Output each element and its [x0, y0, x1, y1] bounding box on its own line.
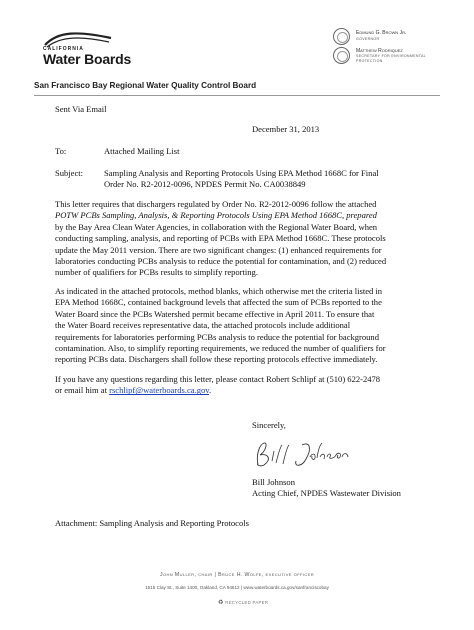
footer-address-text: 1515 Clay St., Suite 1400, Oakland, CA 94612 | www.waterboards.ca.gov/sanfranciscobay: [145, 585, 329, 590]
secretary-title: SECRETARY FOR ENVIRONMENTAL PROTECTION: [356, 54, 426, 63]
p3-suffix: .: [209, 385, 212, 396]
recycled-text: RECYCLED PAPER: [225, 600, 269, 605]
p1-line: laboratories conducting PCBs analysis to reduce the potential for contamination, and (2) reduced: [55, 256, 387, 267]
p3-line-1: If you have any questions regarding this letter, please contact Robert Schlipf at (510) 622-2478: [55, 374, 381, 384]
delivery-method: Sent Via Email: [55, 104, 107, 114]
letter-date: December 31, 2013: [252, 124, 320, 134]
recycle-icon: ♻: [218, 600, 224, 606]
governor-name: Edmund G. Brown Jr.: [356, 30, 407, 36]
p2-line: As indicated in the attached protocols, method blanks, which otherwise met the criteria listed in: [55, 286, 383, 296]
closing: Sincerely,: [252, 420, 286, 430]
signer-title: Acting Chief, NPDES Wastewater Division: [252, 488, 401, 498]
recycled-paper: [218, 599, 268, 606]
calepa-seal-icon: [333, 47, 350, 64]
p2-line: reporting PCBs data. Dischargers shall follow these reporting protocols effective immediately.: [55, 354, 378, 365]
p1-line: conducting sampling, analysis, and reporting of PCBs with EPA Method 1668C. These protocols: [55, 233, 386, 244]
subject-line-2: Order No. R2-2012-0096, NPDES Permit No. CA0038849: [104, 179, 306, 189]
handwritten-signature: [250, 437, 360, 473]
governor-block: [356, 30, 406, 42]
footer-officers-text: John Muller, chair | Bruce H. Wolfe, executive officer: [159, 572, 315, 578]
subject-label: Subject:: [55, 168, 84, 178]
logo-state: CALIFORNIA: [43, 46, 84, 52]
p1-line: number of qualifiers for PCBs results to simplify reporting.: [55, 267, 258, 278]
p1-line: POTW PCBs Sampling, Analysis, & Reporting Protocols Using EPA Method 1668C, prepared: [55, 210, 377, 221]
secretary-name: Matthew Rodriquez: [356, 48, 403, 54]
to-label: To:: [55, 146, 67, 156]
email-link[interactable]: rschlipf@waterboards.ca.gov: [109, 385, 209, 396]
board-header: San Francisco Bay Regional Water Quality Control Board: [34, 81, 257, 90]
p3-line-2: [55, 385, 380, 396]
p1-line: by the Bay Area Clean Water Agencies, in collaboration with the Regional Water Board, when: [55, 221, 378, 232]
paragraph-2: [55, 286, 386, 366]
state-seal-icon: [333, 28, 350, 45]
signer-name: Bill Johnson: [252, 477, 295, 487]
attachment-line: Attachment: Sampling Analysis and Reporting Protocols: [55, 518, 249, 528]
to-value: Attached Mailing List: [104, 146, 180, 156]
footer-address: [0, 585, 474, 590]
p2-line: contamination. Also, to simplify reporting requirements, we reduced the number of qualifiers for: [55, 343, 386, 354]
p2-line: the Water Board receives representative data, the attached protocols include additional: [55, 320, 351, 331]
p2-line: Water Board since the PCBs Watershed permit became effective in April 2011. To ensure that: [55, 308, 375, 319]
p1-line: This letter requires that dischargers regulated by Order No. R2-2012-0096 follow the attached: [55, 199, 377, 209]
header-divider: [34, 95, 440, 96]
governor-title: GOVERNOR: [356, 37, 380, 41]
p3-prefix: or email him at: [55, 385, 110, 396]
p1-line: update the May 2011 version. There are two significant changes: (1) enhanced requirements for: [55, 244, 382, 255]
p2-line: EPA Method 1668C, contained background levels that affected the sum of PCBs reported to the: [55, 297, 382, 308]
paragraph-1: [55, 199, 386, 279]
p2-line: requirements for laboratories performing PCBs analysis to reduce the potential for background: [55, 331, 379, 342]
logo-name: Water Boards: [43, 51, 132, 67]
paragraph-3: [55, 374, 380, 397]
footer-officers: [0, 572, 474, 578]
secretary-block: [356, 48, 434, 63]
subject-line-1: Sampling Analysis and Reporting Protocols Using EPA Method 1668C for Final: [104, 168, 379, 178]
